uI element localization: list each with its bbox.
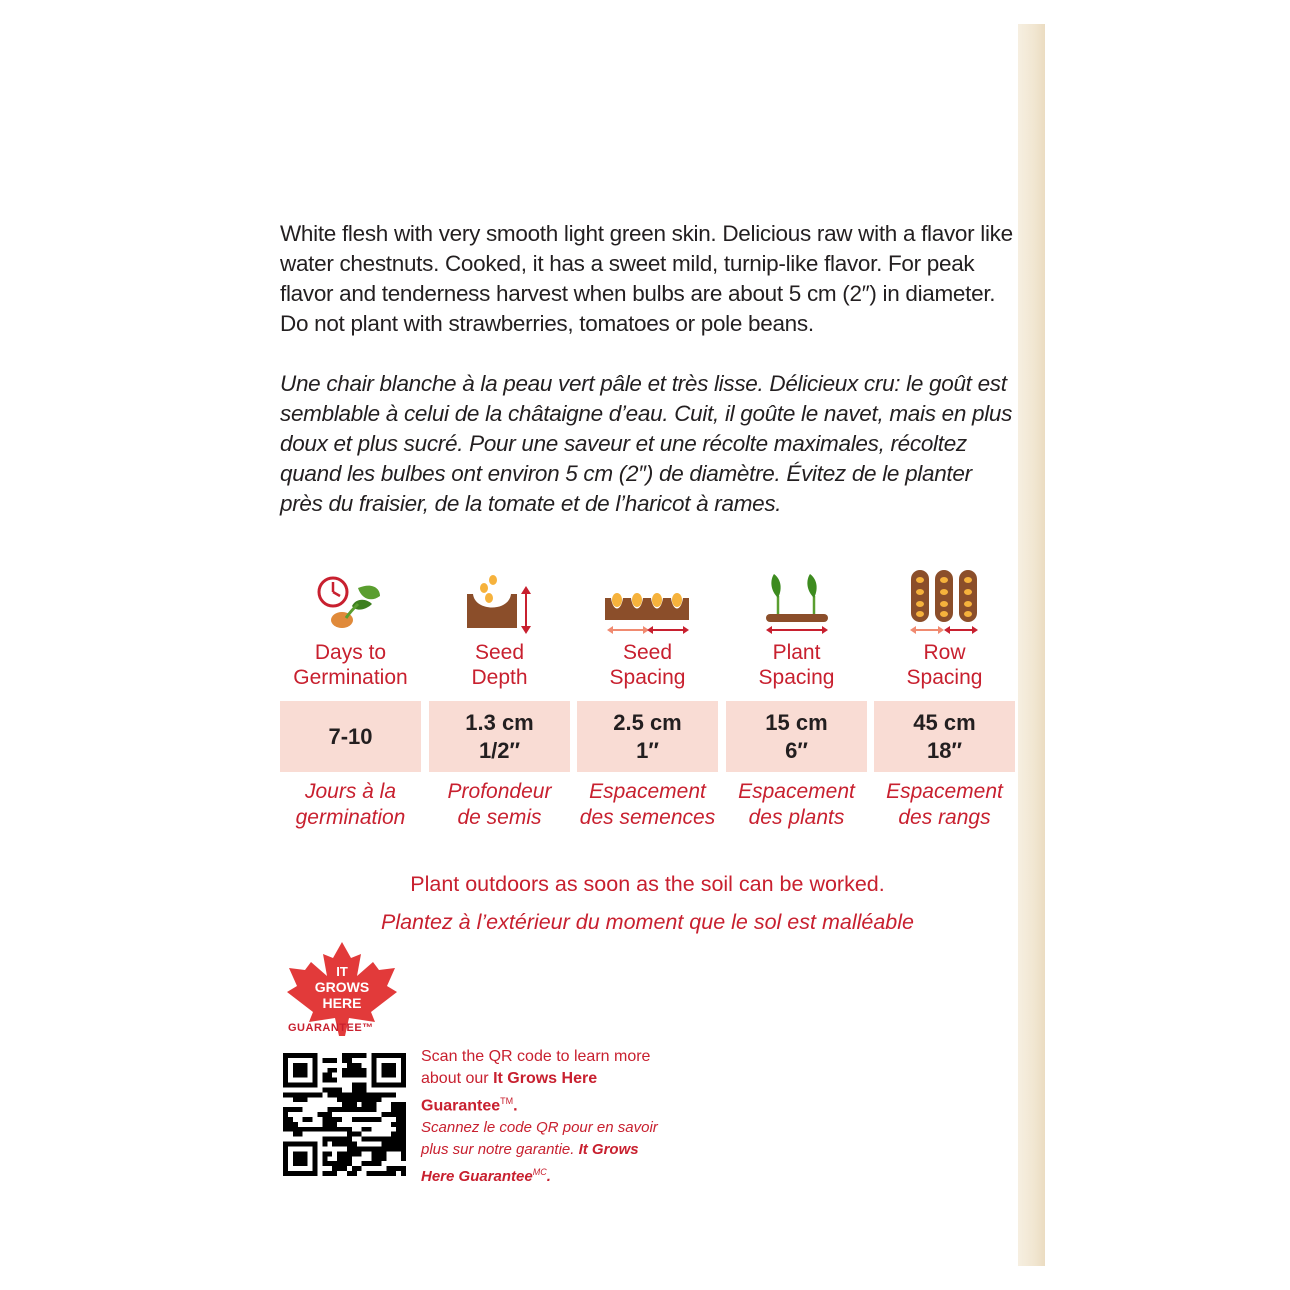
- label-french: Espacement des plants: [738, 780, 855, 829]
- value-box: 15 cm 6″: [726, 701, 867, 772]
- packet-edge: [1018, 24, 1045, 1266]
- label-english: Row Spacing: [906, 641, 983, 689]
- description-english: White flesh with very smooth light green skin. Delicious raw with a flavor like water chestnuts. Cooked, it has a sweet mild, turnip-like flavor. For peak flavor and tenderness harvest when bulbs are about 5 cm (2″) in diameter. Do not plant with strawberries, tomatoes or pole beans.: [280, 221, 1013, 336]
- seed-spacing-icon: [577, 568, 718, 638]
- label-english: Seed Depth: [471, 641, 528, 689]
- logo-line-2: GROWS: [314, 979, 370, 995]
- value-box: 1.3 cm 1/2″: [429, 701, 570, 772]
- row-spacing-icon: [874, 568, 1015, 638]
- qr-code[interactable]: [283, 1053, 406, 1176]
- label-french: Jours à la germination: [295, 780, 406, 829]
- label-french: Profondeur de semis: [447, 780, 552, 829]
- seed-depth-icon: [429, 568, 570, 638]
- qr-caption-french: Scannez le code QR pour en savoir plus sur notre garantie. It Grows Here Guarantee$^{MC}$.: [421, 1119, 658, 1186]
- value-box: 45 cm 18″: [874, 701, 1015, 772]
- plant-spacing-icon: [726, 568, 867, 638]
- label-english: Days to Germination: [293, 641, 408, 689]
- guarantee-wordmark: GUARANTEE™: [288, 1022, 374, 1034]
- planting-instruction-french: Plantez à l’extérieur du moment que le sol est malléable: [380, 910, 914, 934]
- label-english: Plant Spacing: [758, 641, 835, 689]
- qr-caption-english: Scan the QR code to learn more about our It Grows Here Guarantee™.: [421, 1048, 651, 1115]
- qr-caption: [421, 1046, 661, 1188]
- label-french: Espacement des semences: [579, 780, 716, 829]
- clock-sprout-icon: [280, 568, 421, 638]
- logo-line-3: HERE: [322, 995, 362, 1011]
- value-box: 2.5 cm 1″: [577, 701, 718, 772]
- value-box: 7-10: [280, 701, 421, 772]
- label-english: Seed Spacing: [609, 641, 686, 689]
- label-french: Espacement des rangs: [886, 780, 1003, 829]
- logo-line-1: IT: [336, 964, 348, 979]
- description-french: Une chair blanche à la peau vert pâle et très lisse. Délicieux cru: le goût est semblable à celui de la châtaigne d’eau. Cuit, il goûte le navet, mais en plus doux et plus sucré. Pour une saveur et une récolte maximales, récoltez quand les bulbes ont environ 5 cm (2″) de diamètre. Évitez de le planter près du fraisier, de la tomate et de l’haricot à rames.: [280, 371, 1013, 516]
- planting-instruction-english: Plant outdoors as soon as the soil can be worked.: [410, 872, 885, 896]
